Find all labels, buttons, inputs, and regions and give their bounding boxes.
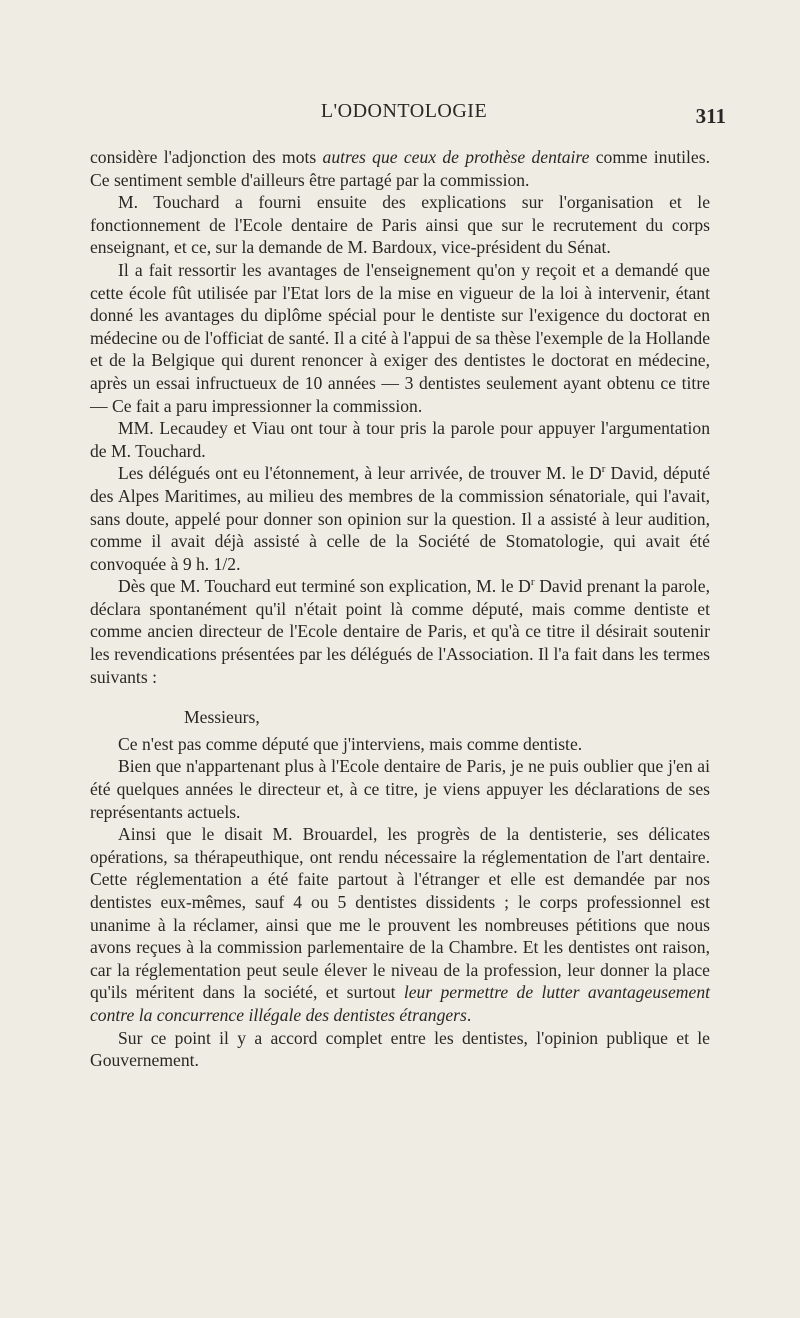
paragraph bbox=[90, 755, 710, 823]
paragraph bbox=[90, 191, 710, 259]
text-run: Ce n'est pas comme député que j'interviens, mais comme dentiste. bbox=[118, 733, 583, 754]
text-run: David, député des Alpes Maritimes, au milieu des membres de la commission sénatoriale, qui l'avait, sans doute, appelé pour donner son opinion sur la question. Il a assisté à leur audition, comme il avait déjà assisté à celle de la Société de Stomatologie, qui avait été convoquée à 9 h. 1/2. bbox=[90, 463, 710, 574]
paragraph bbox=[90, 259, 710, 417]
paragraph bbox=[90, 733, 710, 756]
italic-text: autres que ceux de prothèse dentaire bbox=[322, 147, 590, 167]
page-header bbox=[88, 100, 726, 132]
text-run: David prenant la parole, déclara spontanément qu'il n'était point là comme député, mais comme dentiste et comme ancien directeur de l'Ecole dentaire de Paris, et qu'à ce titre il désirait soutenir les revendications présentées par les délégués de l'Association. Il l'a fait dans les termes suivants : bbox=[90, 576, 710, 687]
paragraph bbox=[90, 1027, 710, 1072]
superscript: r bbox=[601, 463, 606, 476]
text-run: Bien que n'appartenant plus à l'Ecole dentaire de Paris, je ne puis oublier que j'en ai été quelques années le directeur et, à ce titre, je viens appuyer les déclarations de ses représentants actuels. bbox=[90, 756, 710, 822]
body-text bbox=[90, 146, 710, 1072]
text-run: Dès que M. Touchard eut terminé son explication, M. le D bbox=[118, 576, 531, 597]
paragraph bbox=[90, 417, 710, 462]
paragraph bbox=[90, 146, 710, 191]
text-run: Sur ce point il y a accord complet entre les dentistes, l'opinion publique et le Gouvernement. bbox=[90, 1027, 710, 1071]
running-title: L'ODONTOLOGIE bbox=[320, 100, 488, 122]
text-run: Les délégués ont eu l'étonnement, à leur arrivée, de trouver M. le D bbox=[118, 463, 602, 484]
text-run: Ainsi que le disait M. Brouardel, les progrès de la dentisterie, ses délicates opérations, sa thérapeuthique, ont rendu nécessaire la réglementation de l'art dentaire. Cette réglementation a été faite partout à l'étranger et elle est demandée par nos dentistes eux-mêmes, sauf 4 ou 5 dentistes dissidents ; le corps professionnel est unanime à la réclamer, ainsi que me le prouvent les nombreuses pétitions que nous avons reçues à la commission parlementaire de la Chambre. Et les dentistes ont raison, car la réglementation peut seule élever le niveau de la profession, leur donner la place qu'ils méritent dans la société, et surtout bbox=[90, 824, 710, 1003]
paragraph bbox=[90, 462, 710, 575]
paragraph bbox=[90, 575, 710, 688]
salutation bbox=[90, 706, 710, 729]
text-run: Messieurs, bbox=[184, 707, 260, 728]
text-run: comme inutiles. Ce sentiment semble d'ailleurs être partagé par la commission. bbox=[90, 147, 710, 190]
text-run: . bbox=[466, 1004, 472, 1025]
text-run: Il a fait ressortir les avantages de l'enseignement qu'on y reçoit et a demandé que cette école fût utilisée par l'Etat lors de la mise en vigueur de la loi à intervenir, étant donné les avantages du diplôme spécial pour le dentiste sur l'exigence du doctorat en médecine ou de l'officiat de santé. Il a cité à l'appui de sa thèse l'exemple de la Hollande et de la Belgique qui durent renoncer à exiger des dentistes le doctorat en médecine, après un essai infructueux de 10 années — 3 dentistes seulement ayant obtenu ce titre — Ce fait a paru impressionner la commission. bbox=[90, 259, 710, 416]
page-number: 311 bbox=[695, 104, 726, 128]
paragraph bbox=[90, 823, 710, 1026]
text-run: M. Touchard a fourni ensuite des explications sur l'organisation et le fonctionnement de l'Ecole dentaire de Paris ainsi que sur le recrutement du corps enseignant, et ce, sur la demande de M. Bardoux, vice-président du Sénat. bbox=[90, 192, 710, 258]
italic-text: leur permettre de lutter avantageusement contre la concurrence illégale des dentistes étrangers bbox=[90, 982, 711, 1025]
superscript: r bbox=[530, 576, 535, 589]
text-run: MM. Lecaudey et Viau ont tour à tour pris la parole pour appuyer l'argumentation de M. Touchard. bbox=[90, 418, 710, 461]
text-run: considère l'adjonction des mots bbox=[90, 147, 323, 167]
